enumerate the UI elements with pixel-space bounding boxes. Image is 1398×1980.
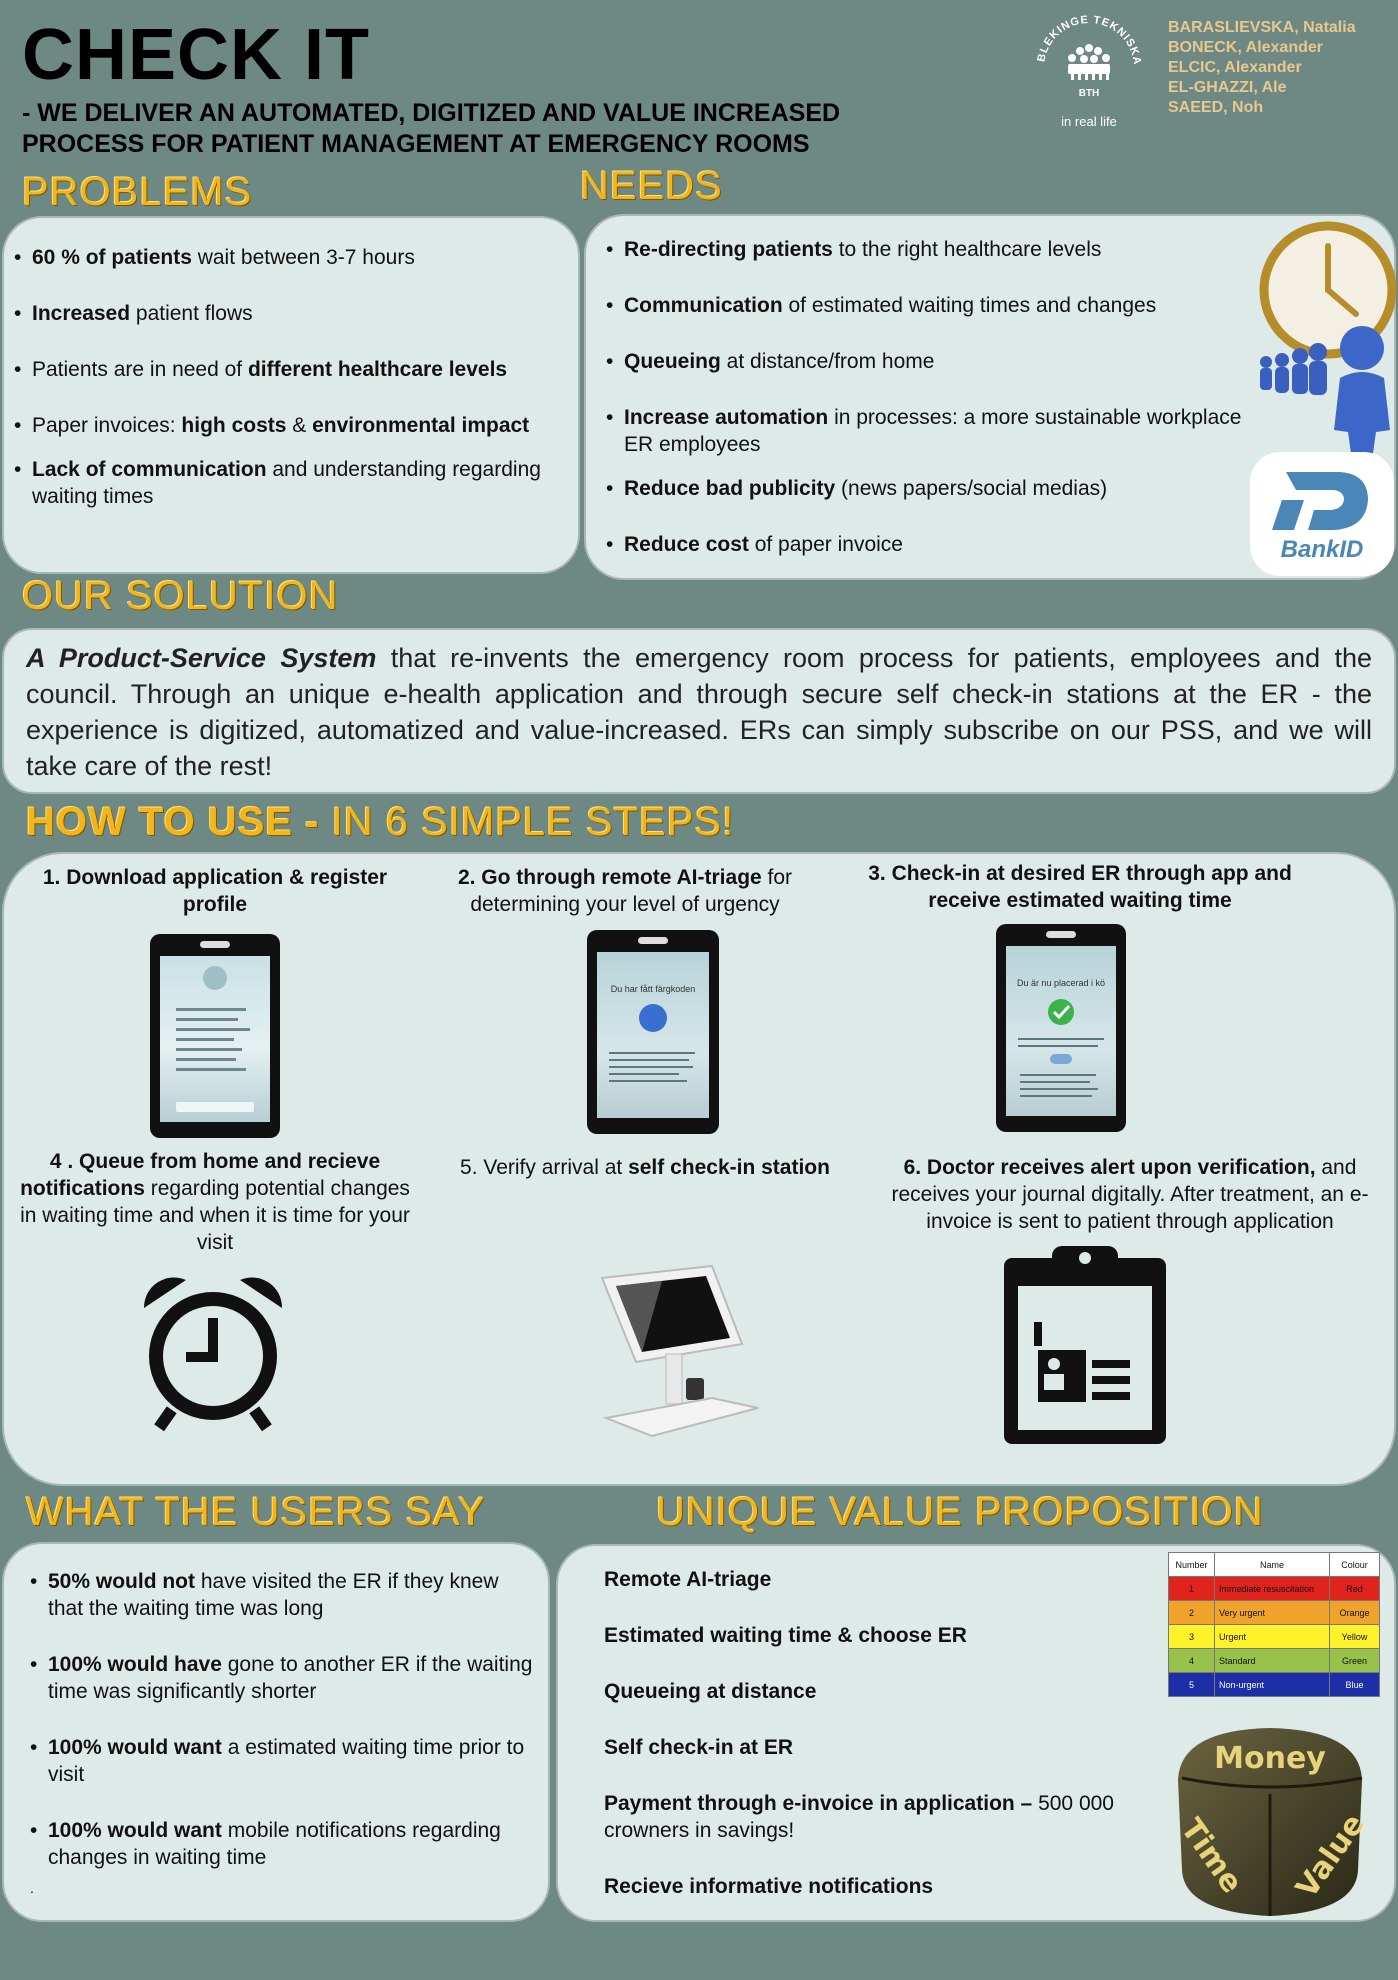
problem-item: • Paper invoices: high costs & environmental impact [14, 412, 568, 439]
solution-heading: OUR SOLUTION [22, 574, 339, 618]
table-row: 4 Standard Green [1169, 1649, 1380, 1673]
author-list [1168, 18, 1356, 118]
logo-tagline: in real life [1061, 114, 1117, 129]
self-checkin-kiosk-icon [592, 1258, 762, 1444]
triage-screen-text: Du har fått färgkoden [610, 984, 696, 994]
user-quote: • 100% would have gone to another ER if the waiting time was significantly shorter [30, 1651, 538, 1705]
dice-word: Time [1173, 1812, 1250, 1900]
alarm-clock-icon [130, 1268, 296, 1434]
table-row: 1 Immediate resuscitation Red [1169, 1577, 1380, 1601]
dice-word: Value [1289, 1807, 1368, 1905]
need-item: • Communication of estimated waiting times and changes [606, 292, 1244, 319]
poster-subtitle: - WE DELIVER AN AUTOMATED, DIGITIZED AND VALUE INCREASED PROCESS FOR PATIENT MANAGEMENT AT EMERGENCY ROOMS [22, 99, 841, 158]
table-row: 5 Non-urgent Blue [1169, 1673, 1380, 1697]
trailing-dot: . [30, 1880, 34, 1896]
logo-arc-text: BLEKINGE TEKNISKA [1035, 13, 1144, 66]
user-quote: • 50% would not have visited the ER if they knew that the waiting time was long [30, 1568, 538, 1622]
step-5-text: 5. Verify arrival at self check-in station [460, 1156, 830, 1179]
triage-colour-table [1168, 1552, 1380, 1697]
users-heading: WHAT THE USERS SAY [26, 1490, 486, 1534]
need-item: • Reduce cost of paper invoice [606, 531, 1244, 558]
poster-title: CHECK IT [22, 15, 370, 95]
uvp-item: Self check-in at ER [604, 1736, 794, 1759]
user-quote: • 100% would want mobile notifications regarding changes in waiting time [30, 1817, 538, 1871]
users-list [4, 1544, 548, 1871]
uvp-item: Estimated waiting time & choose ER [604, 1624, 967, 1647]
dice-word: Money [1214, 1741, 1326, 1776]
phone-app-mockup [150, 934, 280, 1138]
author: EL-GHAZZI, Ale [1168, 79, 1287, 96]
phone-triage-mockup [587, 930, 719, 1134]
uvp-item: Queueing at distance [604, 1680, 817, 1703]
bth-logo [1024, 8, 1154, 130]
need-item: • Queueing at distance/from home [606, 348, 1244, 375]
checkin-screen-text: Du är nu placerad i kö [1016, 978, 1106, 988]
howto-heading: HOW TO USE - IN 6 SIMPLE STEPS! [26, 800, 735, 844]
table-row: 3 Urgent Yellow [1169, 1625, 1380, 1649]
uvp-item: Remote AI-triage [604, 1568, 772, 1591]
problem-item: • Patients are in need of different healthcare levels [14, 356, 568, 383]
problems-panel [2, 216, 580, 574]
step-1-text: 1. Download application & register profile [42, 866, 388, 916]
author: SAEED, Noh [1168, 99, 1264, 116]
uvp-item: Payment through e-invoice in application – 500 000 crowners in savings! [604, 1792, 1114, 1842]
clipboard-icon [1002, 1244, 1168, 1446]
problem-item: • 60 % of patients wait between 3-7 hours [14, 244, 568, 271]
step-6-text: 6. Doctor receives alert upon verification, and receives your journal digitally. After treatment, an e-invoice is sent to patient through application [891, 1156, 1369, 1233]
problems-heading: PROBLEMS [22, 170, 253, 214]
step-2-text: 2. Go through remote AI-triage for determining your level of urgency [457, 866, 793, 916]
solution-panel [2, 628, 1396, 794]
clock-queue-illustration [1252, 210, 1398, 460]
logo-abbr: BTH [1078, 88, 1100, 99]
bankid-logo [1250, 452, 1394, 576]
user-quote: • 100% would want a estimated waiting time prior to visit [30, 1734, 538, 1788]
problem-item: • Lack of communication and understanding regarding waiting times [14, 456, 568, 510]
problems-list [4, 218, 578, 510]
need-item: • Increase automation in processes: a more sustainable workplace ER employees [606, 404, 1244, 458]
uvp-item: Recieve informative notifications [604, 1875, 934, 1898]
money-time-value-dice [1172, 1720, 1368, 1920]
need-item: • Reduce bad publicity (news papers/social medias) [606, 475, 1244, 502]
phone-checkin-mockup [996, 924, 1126, 1132]
step-3-text: 3. Check-in at desired ER through app and receive estimated waiting time [868, 862, 1292, 912]
table-row: 2 Very urgent Orange [1169, 1601, 1380, 1625]
solution-text: A Product-Service System that re-invents the emergency room process for patients, employees and the council. Through an unique e-health application and through secure self check-in stations at the ER - the experience is digitized, automatized and value-increased. ERs can simply subscribe on our PSS, and we will take care of the rest! [26, 643, 1372, 781]
problem-item: • Increased patient flows [14, 300, 568, 327]
author: BARASLIEVSKA, Natalia [1168, 19, 1356, 36]
uvp-heading: UNIQUE VALUE PROPOSITION [656, 1490, 1264, 1534]
users-panel [2, 1542, 550, 1922]
table-header-row: Number Name Colour [1169, 1553, 1380, 1577]
need-item: • Re-directing patients to the right healthcare levels [606, 236, 1244, 263]
author: ELCIC, Alexander [1168, 59, 1302, 76]
step-4-text: 4 . Queue from home and recieve notifications regarding potential changes in waiting time and when it is time for your visit [20, 1150, 410, 1254]
bankid-label: BankID [1280, 536, 1364, 563]
author: BONECK, Alexander [1168, 39, 1323, 56]
needs-heading: NEEDS [580, 164, 723, 208]
